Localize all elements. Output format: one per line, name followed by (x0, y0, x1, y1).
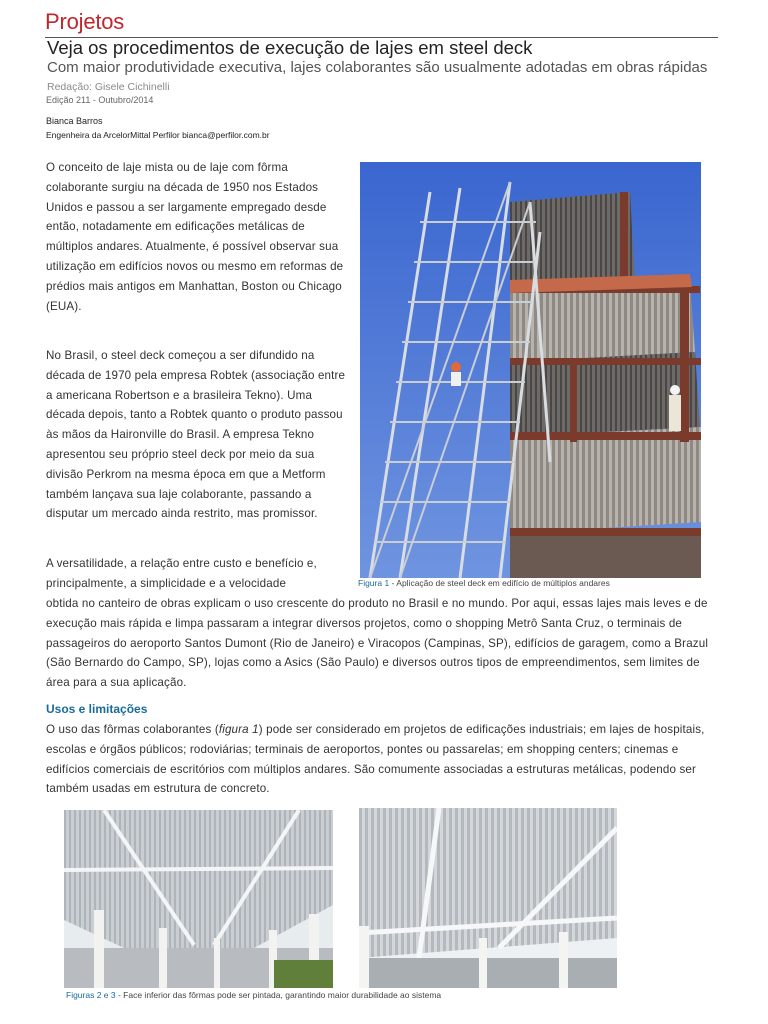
figure-1-reference: figura 1 (218, 723, 259, 736)
edition-info: Edição 211 - Outubro/2014 (46, 95, 154, 105)
paragraph-brazil-history: No Brasil, o steel deck começou a ser difundido na década de 1970 pela empresa Robtek (associação entre a americana Robertson e a brasileira Tekno). Uma década depois, tanto a Robtek quanto o produto passou às mãos da Haironville do Brasil. A empresa Tekno apresentou seu próprio steel deck por meio da sua divisão Perkrom na mesma época em que a Metform também lançava sua laje colaborante, passando a disputar um mercado ainda restrito, mas promissor. (46, 349, 346, 521)
paragraph-versatility-cont: obtida no canteiro de obras explicam o uso crescente do produto no Brasil e no mundo. Por aqui, essas lajes mais leves e de execução mais rápida e limpa passaram a integrar diversos projetos, como o shopping Metrô Santa Cruz, o terminais de passageiros do aeroporto Santos Dumont (Rio de Janeiro) e Viracopos (Campinas, SP), edifícios de garagem, como a Brazul (São Bernardo do Campo, SP), lojas como a Asics (São Paulo) e diversos outros tipos de empreendimentos, sem limites de área para a sua aplicação. (46, 597, 709, 690)
author-role: Engenheira da ArcelorMittal Perfilor bianca@perfilor.com.br (46, 130, 270, 140)
paragraph-intro: O conceito de laje mista ou de laje com fôrma colaborante surgiu na década de 1950 nos Estados Unidos e passou a ser largamente empregado desde então, notadamente em edificações metálicas de múltiplos andares. Atualmente, é possível observar sua utilização em edifícios novos ou mesmo em reformas de prédios mais antigos em Manhattan, Boston ou Chicago (EUA). (46, 161, 344, 313)
figures-2-3-caption-label: Figuras 2 e 3 (66, 990, 116, 1000)
figure-1-caption-text: - Aplicação de steel deck em edifício de múltiplos andares (389, 578, 610, 588)
figures-2-3-caption (66, 990, 441, 1000)
article-title: Veja os procedimentos de execução de lajes em steel deck (47, 37, 533, 58)
section-heading-uses: Usos e limitações (46, 702, 148, 716)
figure-1-illustration (360, 162, 701, 578)
figure-1-caption-label: Figura 1 (358, 578, 390, 588)
paragraph-uses-start: O uso das fôrmas colaborantes ( (46, 723, 219, 736)
figure-1-caption (358, 578, 610, 588)
byline: Redação: Gisele Cichinelli (47, 81, 170, 93)
figure-2-illustration (64, 810, 333, 988)
figure-3-photo (359, 808, 617, 988)
paragraph-uses (46, 720, 718, 799)
paragraph-uses-end: ) pode ser considerado em projetos de edificações industriais; em lajes de hospitais, escolas e órgãos públicos; rodoviárias; terminais de aeroportos, pontes ou passarelas; em shopping centers; cinemas e edifícios comerciais de escritórios com múltiplos andares. São comumente associadas a estruturas metálicas, podendo ser também usadas em estrutura de concreto. (46, 723, 705, 796)
author-name: Bianca Barros (46, 116, 103, 126)
paragraph-versatility-start: A versatilidade, a relação entre custo e benefício e, principalmente, a simplicidade e a velocidade (46, 557, 317, 590)
figures-2-3-caption-text: - Face inferior das fôrmas pode ser pintada, garantindo maior durabilidade ao sistema (115, 990, 442, 1000)
section-title: Projetos (45, 9, 125, 34)
figure-1-photo (360, 162, 701, 578)
figure-3-illustration (359, 808, 617, 988)
figure-2-photo (64, 810, 333, 988)
article-subtitle: Com maior produtividade executiva, lajes colaborantes são usualmente adotadas em obras rápidas (47, 59, 708, 76)
